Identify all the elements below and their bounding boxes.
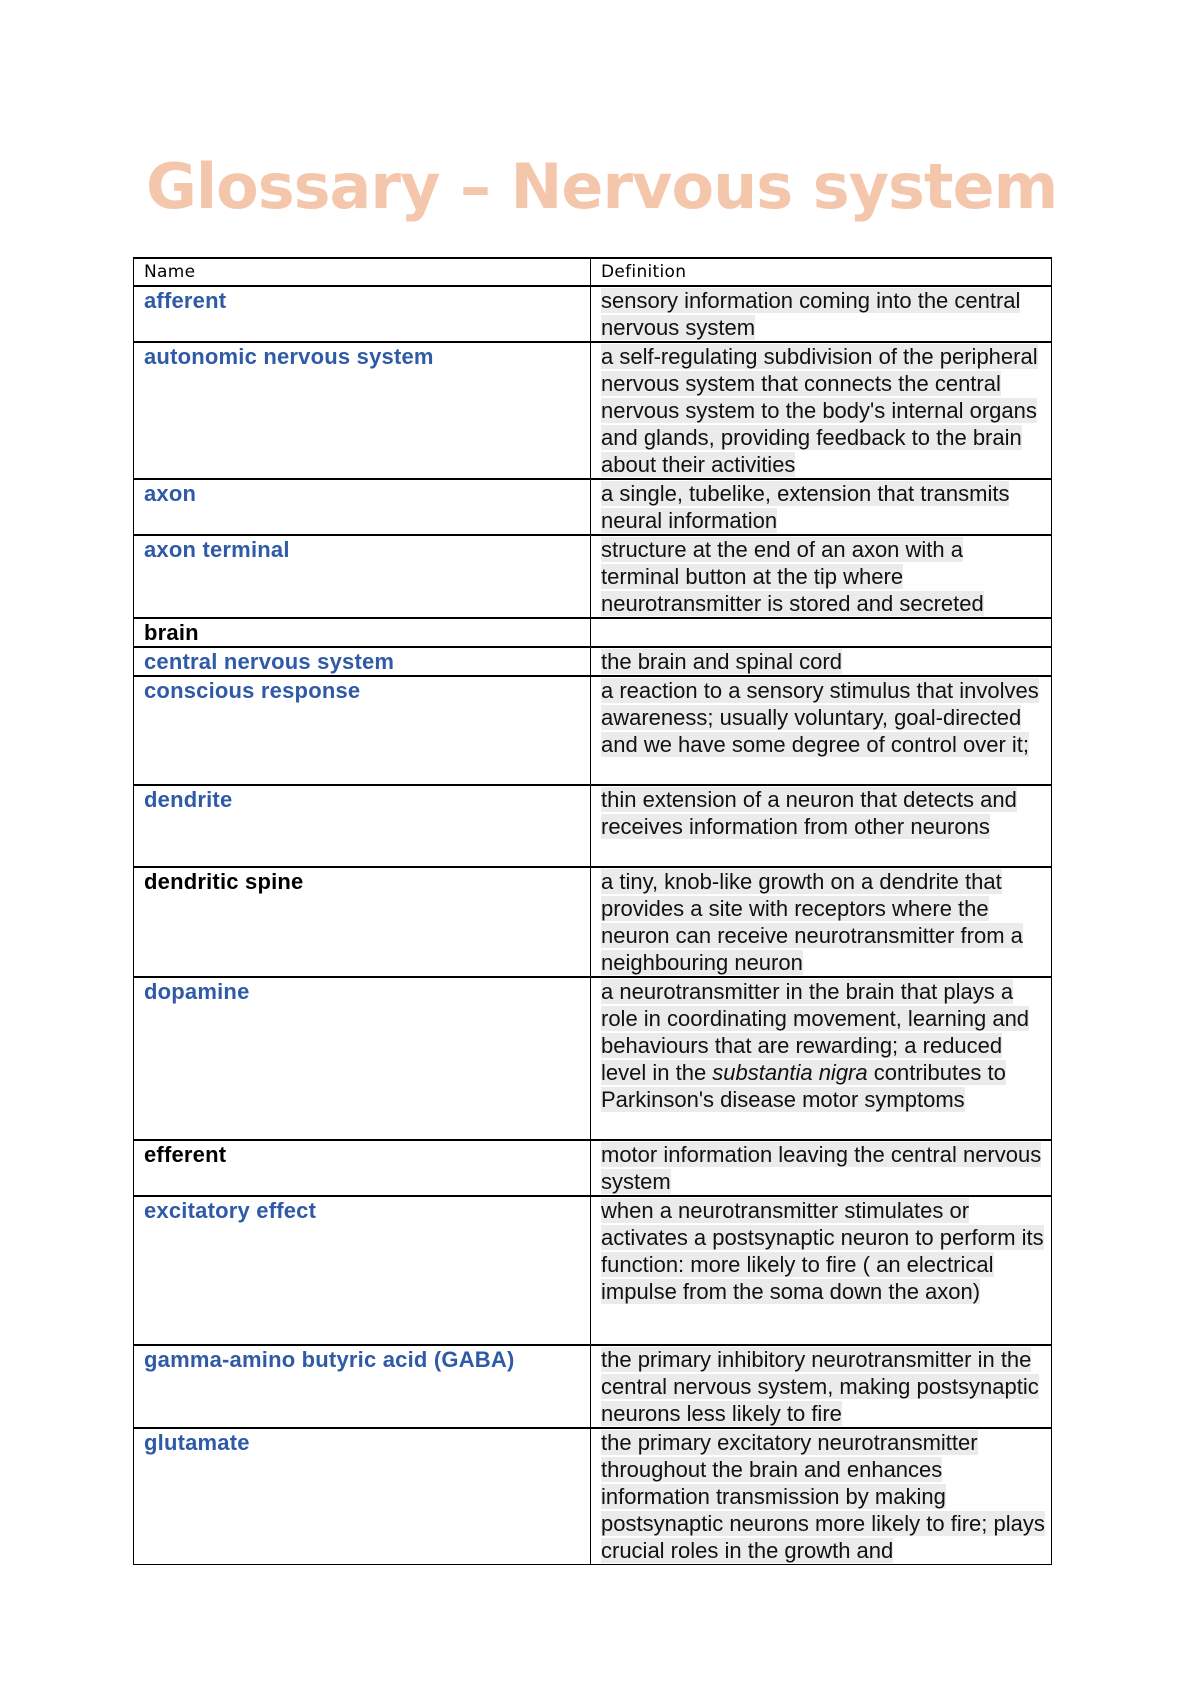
definition-cell [591,647,1052,676]
term-cell [134,977,591,1140]
definition-glutamate: the primary excitatory neurotransmitter throughout the brain and enhances information transmission by making postsynaptic neurons more likely to fire; plays crucial roles in the growth and [601,1430,1045,1563]
table-row [134,1196,1052,1345]
table-row [134,1345,1052,1428]
definition-central-nervous-system: the brain and spinal cord [601,649,842,674]
term-afferent[interactable]: afferent [144,288,227,313]
table-row [134,618,1052,647]
definition-afferent: sensory information coming into the central nervous system [601,288,1021,340]
definition-excitatory-effect: when a neurotransmitter stimulates or activates a postsynaptic neuron to perform its function: more likely to fire ( an electrical impulse from the soma down the axon) [601,1198,1044,1304]
definition-dopamine-italic: substantia nigra [712,1060,868,1085]
term-cell [134,479,591,535]
column-header-name: Name [134,258,591,286]
term-axon[interactable]: axon [144,481,197,506]
definition-cell [591,676,1052,785]
definition-axon: a single, tubelike, extension that transmits neural information [601,481,1010,533]
term-conscious-response[interactable]: conscious response [144,678,361,703]
term-cell [134,1345,591,1428]
term-axon-terminal[interactable]: axon terminal [144,537,290,562]
glossary-table [133,257,1052,1565]
term-cell [134,867,591,977]
table-header-row [134,258,1052,286]
table-row [134,1428,1052,1565]
table-row [134,676,1052,785]
term-cell [134,1428,591,1565]
term-cell [134,647,591,676]
term-cell [134,1140,591,1196]
term-cell [134,785,591,867]
definition-cell [591,479,1052,535]
definition-dopamine-part-2: contributes to Parkinson's disease motor symptoms [601,1060,1006,1112]
table-row [134,1140,1052,1196]
definition-cell [591,1140,1052,1196]
table-row [134,535,1052,618]
definition-dopamine [601,979,1029,1112]
definition-autonomic-nervous-system: a self-regulating subdivision of the peripheral nervous system that connects the central nervous system to the body's internal organs and glands, providing feedback to the brain about their activities [601,344,1038,477]
table-row [134,342,1052,479]
definition-efferent: motor information leaving the central nervous system [601,1142,1042,1194]
term-cell [134,676,591,785]
term-gaba[interactable]: gamma-amino butyric acid (GABA) [144,1347,515,1372]
term-cell [134,618,591,647]
page-title: Glossary – Nervous system [146,150,1058,223]
term-autonomic-nervous-system[interactable]: autonomic nervous system [144,344,434,369]
table-row [134,785,1052,867]
term-cell [134,342,591,479]
definition-cell [591,1428,1052,1565]
definition-cell [591,535,1052,618]
definition-cell [591,1345,1052,1428]
term-central-nervous-system[interactable]: central nervous system [144,649,395,674]
definition-conscious-response: a reaction to a sensory stimulus that involves awareness; usually voluntary, goal-directed and we have some degree of control over it; [601,678,1039,757]
term-efferent: efferent [144,1142,227,1167]
definition-cell [591,867,1052,977]
definition-cell [591,618,1052,647]
definition-dendrite: thin extension of a neuron that detects and receives information from other neurons [601,787,1017,839]
definition-cell [591,785,1052,867]
table-row [134,647,1052,676]
definition-cell [591,342,1052,479]
term-cell [134,1196,591,1345]
definition-dopamine-part-1: a neurotransmitter in the brain that plays a role in coordinating movement, learning and behaviours that are rewarding; a reduced level in the [601,979,1030,1085]
term-dopamine[interactable]: dopamine [144,979,250,1004]
definition-dendritic-spine: a tiny, knob-like growth on a dendrite that provides a site with receptors where the neuron can receive neurotransmitter from a neighbouring neuron [601,869,1023,975]
term-cell [134,535,591,618]
term-cell [134,286,591,342]
term-glutamate[interactable]: glutamate [144,1430,250,1455]
term-dendrite[interactable]: dendrite [144,787,233,812]
table-row [134,977,1052,1140]
table-row [134,286,1052,342]
definition-cell [591,1196,1052,1345]
term-dendritic-spine: dendritic spine [144,869,304,894]
column-header-definition: Definition [591,258,1052,286]
term-excitatory-effect[interactable]: excitatory effect [144,1198,317,1223]
definition-axon-terminal: structure at the end of an axon with a terminal button at the tip where neurotransmitter is stored and secreted [601,537,984,616]
table-row [134,479,1052,535]
term-brain: brain [144,620,199,645]
definition-cell [591,286,1052,342]
table-row [134,867,1052,977]
definition-cell [591,977,1052,1140]
definition-gaba: the primary inhibitory neurotransmitter in the central nervous system, making postsynaptic neurons less likely to fire [601,1347,1039,1426]
